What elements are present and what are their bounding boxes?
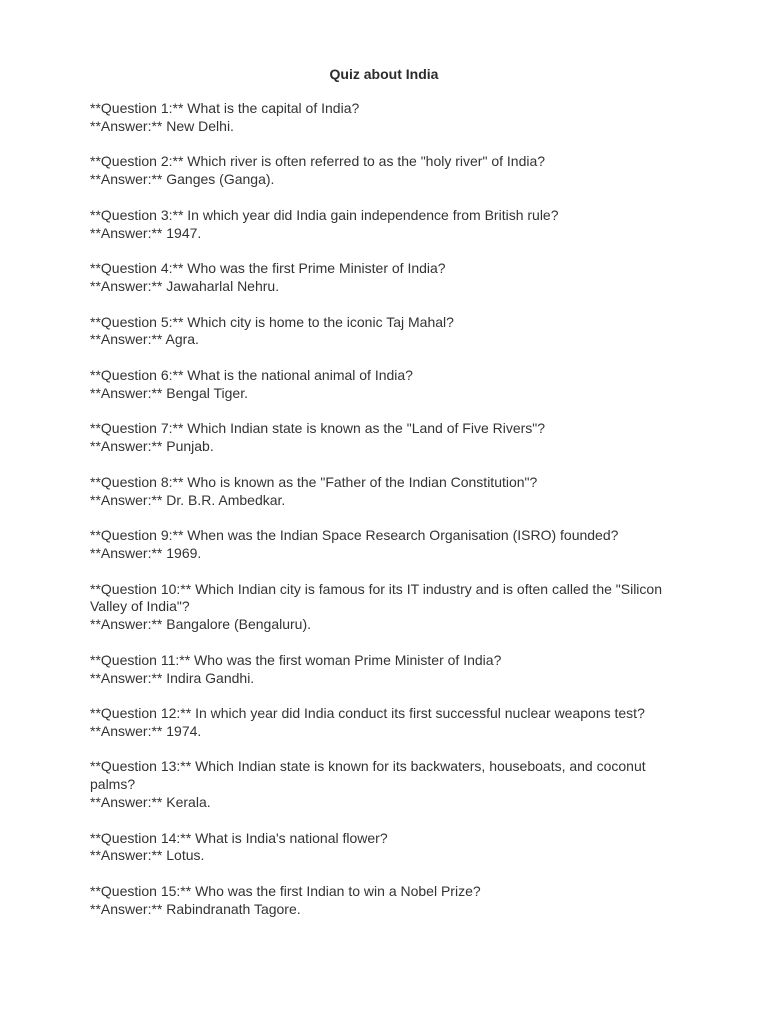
question-text: **Question 3:** In which year did India gain independence from British rule? bbox=[90, 206, 559, 223]
answer-text: **Answer:** Lotus. bbox=[90, 847, 205, 864]
qa-item-5 bbox=[90, 314, 680, 350]
document-title: Quiz about India bbox=[329, 66, 439, 82]
qa-item-14 bbox=[90, 830, 680, 866]
qa-item-15 bbox=[90, 883, 680, 919]
answer-text: **Answer:** New Delhi. bbox=[90, 117, 234, 134]
answer-text: **Answer:** 1974. bbox=[90, 722, 202, 739]
answer-text: **Answer:** Dr. B.R. Ambedkar. bbox=[90, 491, 286, 508]
answer-text: **Answer:** Punjab. bbox=[90, 438, 214, 455]
qa-item-9 bbox=[90, 527, 680, 563]
qa-item-6 bbox=[90, 367, 680, 403]
answer-text: **Answer:** Ganges (Ganga). bbox=[90, 171, 275, 188]
answer-text: **Answer:** Bengal Tiger. bbox=[90, 384, 248, 401]
qa-item-3 bbox=[90, 207, 680, 243]
answer-text: **Answer:** Kerala. bbox=[90, 794, 211, 811]
answer-text: **Answer:** 1947. bbox=[90, 224, 202, 241]
qa-item-10 bbox=[90, 581, 680, 634]
qa-item-8 bbox=[90, 474, 680, 510]
qa-item-2 bbox=[90, 153, 680, 189]
answer-text: **Answer:** Indira Gandhi. bbox=[90, 669, 255, 686]
answer-text: **Answer:** Bangalore (Bengaluru). bbox=[90, 616, 312, 633]
question-text: **Question 13:** Which Indian state is known for its backwaters, houseboats, and coconut palms? bbox=[90, 758, 646, 793]
qa-item-4 bbox=[90, 260, 680, 296]
answer-text: **Answer:** Jawaharlal Nehru. bbox=[90, 277, 280, 294]
qa-item-7 bbox=[90, 420, 680, 456]
question-text: **Question 11:** Who was the first woman Prime Minister of India? bbox=[90, 651, 502, 668]
question-text: **Question 8:** Who is known as the "Father of the Indian Constitution"? bbox=[90, 473, 538, 490]
question-text: **Question 15:** Who was the first Indian to win a Nobel Prize? bbox=[90, 883, 481, 900]
question-text: **Question 5:** Which city is home to the iconic Taj Mahal? bbox=[90, 313, 454, 330]
qa-item-12 bbox=[90, 705, 680, 741]
question-text: **Question 10:** Which Indian city is famous for its IT industry and is often called the "Silicon Valley of India"? bbox=[90, 580, 662, 615]
answer-text: **Answer:** Rabindranath Tagore. bbox=[90, 900, 301, 917]
qa-item-1 bbox=[90, 100, 680, 136]
answer-text: **Answer:** Agra. bbox=[90, 331, 199, 348]
question-text: **Question 12:** In which year did India conduct its first successful nuclear weapons test? bbox=[90, 705, 645, 722]
qa-item-11 bbox=[90, 652, 680, 688]
question-text: **Question 7:** Which Indian state is known as the "Land of Five Rivers"? bbox=[90, 420, 546, 437]
question-text: **Question 4:** Who was the first Prime Minister of India? bbox=[90, 260, 446, 277]
qa-item-13 bbox=[90, 758, 680, 811]
question-text: **Question 9:** When was the Indian Space Research Organisation (ISRO) founded? bbox=[90, 527, 619, 544]
question-text: **Question 14:** What is India's national flower? bbox=[90, 829, 388, 846]
answer-text: **Answer:** 1969. bbox=[90, 544, 202, 561]
question-text: **Question 6:** What is the national animal of India? bbox=[90, 366, 413, 383]
question-text: **Question 1:** What is the capital of India? bbox=[90, 100, 360, 116]
question-text: **Question 2:** Which river is often referred to as the "holy river" of India? bbox=[90, 153, 546, 170]
qa-list bbox=[90, 100, 680, 936]
